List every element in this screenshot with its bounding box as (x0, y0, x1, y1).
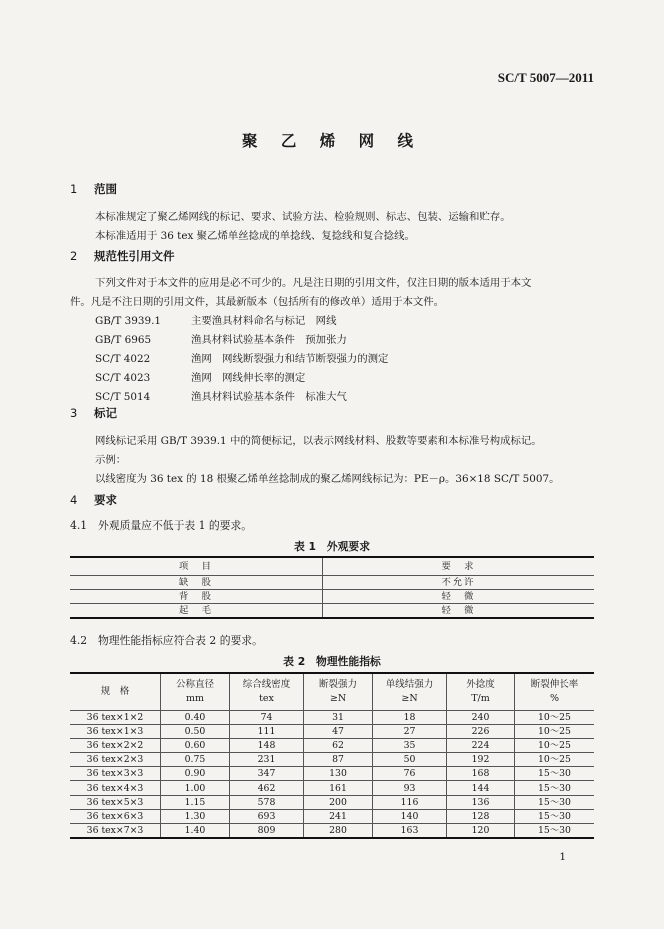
reference-title: 渔具材料试验基本条件 标准大气 (191, 391, 347, 403)
table-cell: 120 (447, 823, 515, 838)
section-4-heading (70, 492, 117, 508)
table-row (70, 725, 594, 739)
table-cell: 116 (373, 795, 447, 809)
table-cell: 轻 微 (323, 604, 595, 619)
subsection-4-2 (70, 633, 263, 648)
reference-item (95, 331, 347, 346)
table-cell: 不允许 (323, 576, 595, 590)
table-1-appearance (70, 556, 594, 619)
table-cell: 462 (230, 781, 304, 795)
table-cell: 背 股 (70, 590, 323, 604)
table-header-cell: 要 求 (441, 561, 476, 572)
section-number: 3 (70, 406, 78, 420)
table-cell: 35 (373, 739, 447, 753)
table-cell: 163 (373, 823, 447, 838)
reference-title: 渔具材料试验基本条件 预加张力 (191, 334, 347, 346)
table-cell: 74 (230, 711, 304, 725)
table-cell: 0.50 (161, 725, 230, 739)
table-cell: 111 (230, 725, 304, 739)
table-header-cell (230, 673, 304, 711)
table-cell: 130 (304, 767, 373, 781)
header-unit: mm (185, 693, 205, 704)
table-cell: 347 (230, 767, 304, 781)
paragraph: 下列文件对于本文件的应用是必不可少的。凡是注日期的引用文件，仅注日期的版本适用于本文 (95, 277, 532, 289)
table-header-cell (70, 673, 161, 711)
header-name: 断裂强力 (318, 679, 357, 690)
table-cell: 36 tex×1×3 (70, 725, 161, 739)
table-1-caption: 表 1 外观要求 (293, 540, 371, 553)
header-unit: ≥N (329, 693, 347, 704)
table-row (70, 576, 594, 590)
section-number: 1 (70, 182, 78, 196)
header-name: 断裂伸长率 (530, 679, 579, 690)
table-cell: 148 (230, 739, 304, 753)
table-cell: 15～30 (515, 781, 595, 795)
table-cell: 36 tex×4×3 (70, 781, 161, 795)
table-header-cell (515, 673, 595, 711)
page-number: 1 (559, 851, 566, 863)
table-row (70, 590, 594, 604)
paragraph: 网线标记采用 GB/T 3939.1 中的简便标记，以表示网线材料、股数等要素和本标准号构成标记。 (95, 435, 542, 447)
section-title: 规范性引用文件 (94, 249, 175, 263)
section-number: 4 (70, 493, 78, 507)
table-cell: 36 tex×1×2 (70, 711, 161, 725)
table-cell: 36 tex×2×3 (70, 753, 161, 767)
table-row (70, 711, 594, 725)
table-cell: 36 tex×6×3 (70, 809, 161, 823)
reference-code: GB/T 3939.1 (95, 315, 162, 327)
reference-code: SC/T 5014 (95, 391, 151, 403)
table-cell: 10～25 (515, 711, 595, 725)
table-cell: 15～30 (515, 823, 595, 838)
table-cell: 36 tex×3×3 (70, 767, 161, 781)
reference-title: 渔网 网线断裂强力和结节断裂强力的测定 (191, 353, 389, 365)
table-cell: 231 (230, 753, 304, 767)
table-cell: 161 (304, 781, 373, 795)
example-text: 以线密度为 36 tex 的 18 根聚乙烯单丝捻制成的聚乙烯网线标记为：PE－ρ。36×18 SC/T 5007。 (95, 473, 560, 485)
document-title: 聚 乙 烯 网 线 (241, 132, 423, 150)
table-cell: 200 (304, 795, 373, 809)
table-cell: 50 (373, 753, 447, 767)
table-cell: 0.75 (161, 753, 230, 767)
example-label: 示例： (95, 454, 127, 466)
table-header-cell (447, 673, 515, 711)
table-cell: 140 (373, 809, 447, 823)
table-cell: 578 (230, 795, 304, 809)
table-cell: 15～30 (515, 767, 595, 781)
table-cell: 36 tex×7×3 (70, 823, 161, 838)
subsection-number: 4.1 (70, 519, 88, 532)
paragraph: 本标准规定了聚乙烯网线的标记、要求、试验方法、检验规则、标志、包装、运输和贮存。 (95, 211, 511, 223)
table-cell: 76 (373, 767, 447, 781)
section-title: 标记 (94, 406, 117, 420)
table-row (70, 753, 594, 767)
table-row (70, 767, 594, 781)
table-cell: 10～25 (515, 753, 595, 767)
header-name: 公称直径 (175, 679, 214, 690)
table-cell: 36 tex×2×2 (70, 739, 161, 753)
table-cell: 轻 微 (323, 590, 595, 604)
table-cell: 168 (447, 767, 515, 781)
table-cell: 192 (447, 753, 515, 767)
table-row (70, 795, 594, 809)
table-header-cell: 项 目 (70, 557, 323, 576)
header-name: 单线结强力 (385, 679, 434, 690)
header-unit: % (549, 693, 560, 704)
table-row (70, 781, 594, 795)
table-cell: 62 (304, 739, 373, 753)
table-cell: 240 (447, 711, 515, 725)
paragraph: 本标准适用于 36 tex 聚乙烯单丝捻成的单捻线、复捻线和复合捻线。 (95, 230, 415, 242)
header-unit: T/m (471, 693, 490, 704)
table-cell: 1.00 (161, 781, 230, 795)
table-cell: 128 (447, 809, 515, 823)
table-cell: 241 (304, 809, 373, 823)
table-cell: 15～30 (515, 795, 595, 809)
table-cell: 10～25 (515, 739, 595, 753)
standard-code: SC/T 5007—2011 (497, 70, 594, 85)
section-title: 范围 (94, 182, 117, 196)
section-1-heading (70, 181, 117, 197)
header-unit: ≥N (401, 693, 418, 704)
reference-item (95, 312, 336, 327)
table-row (70, 739, 594, 753)
section-2-heading (70, 248, 175, 264)
section-title: 要求 (94, 493, 117, 507)
table-header-cell (304, 673, 373, 711)
table-cell: 31 (304, 711, 373, 725)
header-name: 外捻度 (466, 679, 495, 690)
reference-code: GB/T 6965 (95, 334, 152, 346)
subsection-4-1 (70, 518, 252, 533)
reference-title: 渔网 网线伸长率的测定 (191, 372, 306, 384)
reference-item (95, 369, 305, 384)
table-header-row (70, 673, 594, 711)
table-header-row (70, 557, 594, 576)
table-header-cell (161, 673, 230, 711)
table-cell: 1.30 (161, 809, 230, 823)
table-cell: 0.40 (161, 711, 230, 725)
table-cell: 0.90 (161, 767, 230, 781)
table-cell: 15～30 (515, 809, 595, 823)
header-unit: tex (259, 693, 274, 704)
section-3-heading (70, 405, 117, 421)
table-row (70, 604, 594, 619)
table-cell: 136 (447, 795, 515, 809)
table-cell: 1.15 (161, 795, 230, 809)
table-cell: 93 (373, 781, 447, 795)
table-cell: 47 (304, 725, 373, 739)
table-cell: 缺 股 (70, 576, 323, 590)
table-cell: 87 (304, 753, 373, 767)
reference-code: SC/T 4023 (95, 372, 151, 384)
paragraph: 件。凡是不注日期的引用文件，其最新版本（包括所有的修改单）适用于本文件。 (70, 296, 445, 308)
reference-title: 主要渔具材料命名与标记 网线 (191, 315, 337, 327)
table-header-cell (373, 673, 447, 711)
table-cell: 280 (304, 823, 373, 838)
reference-item (95, 388, 347, 403)
table-row (70, 823, 594, 838)
table-cell: 27 (373, 725, 447, 739)
table-cell: 18 (373, 711, 447, 725)
reference-item (95, 350, 388, 365)
subsection-number: 4.2 (70, 634, 88, 647)
table-cell: 0.60 (161, 739, 230, 753)
header-name: 规 格 (100, 686, 130, 697)
table-cell: 693 (230, 809, 304, 823)
table-2-physical-properties (70, 672, 594, 839)
reference-code: SC/T 4022 (95, 353, 151, 365)
header-name: 综合线密度 (242, 679, 291, 690)
subsection-text: 外观质量应不低于表 1 的要求。 (98, 519, 253, 532)
table-cell: 36 tex×5×3 (70, 795, 161, 809)
table-cell: 224 (447, 739, 515, 753)
section-number: 2 (70, 249, 78, 263)
table-body (70, 711, 594, 838)
table-cell: 809 (230, 823, 304, 838)
table-cell: 144 (447, 781, 515, 795)
table-row (70, 809, 594, 823)
table-cell: 起 毛 (70, 604, 323, 619)
table-cell: 1.40 (161, 823, 230, 838)
subsection-text: 物理性能指标应符合表 2 的要求。 (98, 634, 263, 647)
table-cell: 10～25 (515, 725, 595, 739)
table-cell: 226 (447, 725, 515, 739)
table-2-caption: 表 2 物理性能指标 (283, 655, 381, 668)
